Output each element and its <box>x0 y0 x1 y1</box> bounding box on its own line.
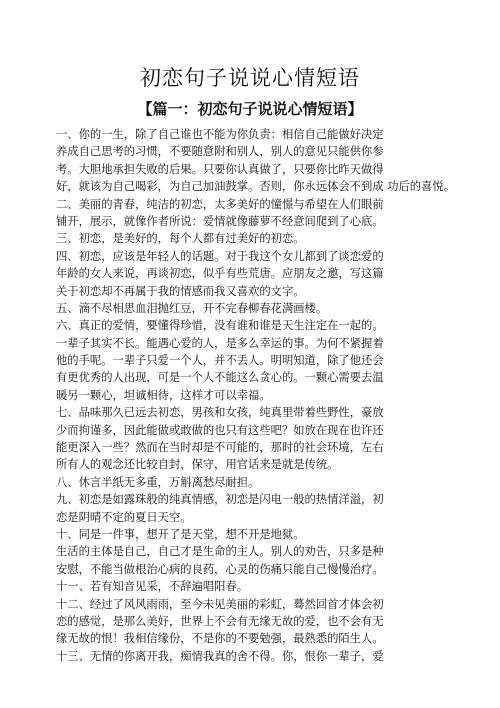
text-line: 恋是阴晴不定的夏日天空。 <box>56 510 192 524</box>
text-line: 安慰，不能当做根治心病的良药，心灵的伤痛只能自己慢慢治疗。 <box>56 562 384 576</box>
text-line: 二、美丽的青春，纯洁的初恋，太多美好的憧憬与希望在人们眼前 <box>56 197 384 211</box>
text-line: 一辈子其实不长。能遇心爱的人，是多么幸运的事。为何不紧握着 <box>56 336 384 350</box>
text-line: 所有人的观念还比较自封，保守，用官话来是就是传统。 <box>56 458 339 472</box>
text-line: 四、初恋，应该是年轻人的话题。对于我这个女儿都到了谈恋爱的 <box>56 249 384 263</box>
text-line: 五、滴不尽相思血泪抛红豆，开不完春柳春花满画楼。 <box>56 301 328 315</box>
text-line: 九、初恋是如露珠般的纯真情感，初恋是闪电一般的热情洋溢，初 <box>56 493 384 507</box>
text-line: 关于初恋却不再属于我的情感而我又喜欢的文字。 <box>56 284 305 298</box>
text-line: 十二、经过了风风雨雨，至今未见美丽的彩虹，蓦然回首才体会初 <box>56 597 384 611</box>
text-line: 养成自己思考的习惯，不要随意附和别人，别人的意见只能供你参 <box>56 145 384 159</box>
document-subtitle: 【篇一：初恋句子说说心情短语】 <box>137 100 363 118</box>
text-line: 恋的感觉，是那么美好，世界上不会有无缘无故的爱，也不会有无 <box>56 614 384 628</box>
text-line: 三、初恋，是美好的，每个人都有过美好的初恋。 <box>56 232 305 246</box>
text-line: 少而拘谨多，因此能做或敢做的也只有这些吧？如放在现在也许还 <box>56 423 384 437</box>
text-line: 有更优秀的人出现，可是一个人不能这么贪心的。一颗心需要去温 <box>56 371 384 385</box>
text-line: 考。大胆地承担失败的后果。只要你认真做了，只要你比昨天做得 <box>56 162 384 176</box>
text-line: 他的手呢。一辈子只爱一个人，并不丢人。明明知道，除了他还会 <box>56 354 384 368</box>
text-line: 年龄的女人来说，再谈初恋，似乎有些荒唐。应朋友之邀，写这篇 <box>56 267 384 281</box>
document-title: 初恋句子说说心情短语 <box>140 66 360 90</box>
text-line: 缘无故的恨！我相信缘份，不是你的不要勉强，最熟悉的陌生人。 <box>56 632 384 646</box>
text-line: 一、你的一生，除了自己谁也不能为你负责：相信自己能做好决定 <box>56 128 384 141</box>
text-line: 十一、若有知音见采，不辞遍唱阳春。 <box>56 580 249 594</box>
text-line: 十、同是一件事，想开了是天堂，想不开是地狱。 <box>56 527 305 541</box>
text-line: 暖另一颗心，坦诚相待，这样才可以幸福。 <box>56 388 271 402</box>
text-line: 七、品味那久已远去初恋，男孩和女孩，纯真里带着些野性，豪放 <box>56 406 384 420</box>
text-line: 生活的主体是自己，自己才是生命的主人。别人的劝告，只多是种 <box>56 545 384 559</box>
text-line: 能更深入一些？然而在当时却是不可能的，那时的社会环境，左右 <box>56 441 384 455</box>
text-line: 八、休言半纸无多重，万斛离愁尽耐担。 <box>56 475 260 489</box>
text-line: 好，就该为自己喝彩，为自己加油鼓掌。否则，你永远体会不到成 功后的喜悦。 <box>56 180 455 194</box>
text-line: 铺开，展示，就像作者所说：爱情就像藤萝不经意间爬到了心底。 <box>56 214 384 228</box>
text-line: 六、真正的爱情，要懂得珍惜，没有谁和谁是天生注定在一起的。 <box>56 319 384 333</box>
body-text <box>56 126 476 665</box>
text-line: 十三、无情的你离开我，痴情我真的舍不得。你，恨你一辈子，爱 <box>56 649 384 663</box>
